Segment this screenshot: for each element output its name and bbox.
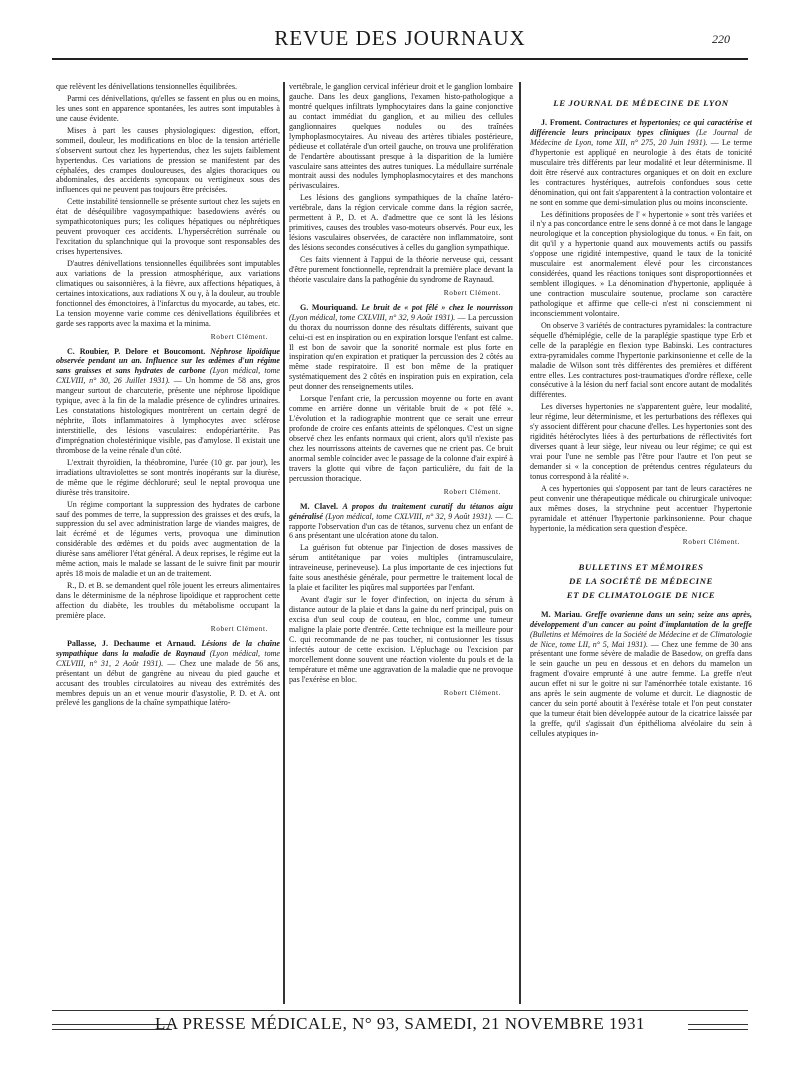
- article-heading: [530, 118, 752, 207]
- section-heading: LE JOURNAL DE MÉDECINE DE LYON: [553, 98, 729, 108]
- page-header: [52, 24, 748, 60]
- paragraph: Les diverses hypertonies ne s'apparentent guère, leur modalité, leur régime, leur déterminisme, et les perturbations des réflexes qui s'y associent diffèrent pour chacune d'elles. Les hypertonies sont des rigidités hétéroclytes liées à des perturbations de réflectivités fort diverses quant à leur siège, leur niveau ou leur régime; ce qui est vrai pour l'une ne semble pas l'être pour l'autre et l'on peut se demander si « la conception de prétendus centres régulateurs du tonus correspond à la réalité ».: [530, 402, 752, 481]
- article-reference: (Lyon médical, tome CXLVIII, n° 31, 2 Août 1931).: [56, 648, 280, 668]
- article-signature: Robert Clément.: [210, 331, 268, 341]
- page-footer: [52, 1010, 748, 1037]
- paragraph: que relèvent les dénivellations tensionnelles équilibrées.: [56, 82, 237, 91]
- section-heading-line: DE LA SOCIÉTÉ DE MÉDECINE: [568, 575, 714, 586]
- section-heading-line: ET DE CLIMATOLOGIE DE NICE: [566, 589, 716, 600]
- column-middle: [289, 82, 513, 1000]
- article-heading: [289, 303, 513, 392]
- article-heading: [56, 347, 280, 456]
- paragraph: Les définitions proposées de l' « hypertonie » sont très variées et il n'y a pas concordance entre le sens donné à ce mot dans le langage neurologique et la conception physiologique du tonus. « En fait, on dit qu'il y a hypertonie quand aux mouvements actifs ou passifs s'oppose une rigidité intempestive, quand le taux de la tonicité musculaire est anormalement élevé pour les circonstances considérées, quand les réactions toniques sont disproportionnées et semblent illogiques. » La dénomination d'hypertonie, appliquée à une contraction musculaire soutenue, proclame son caractère pathologique et affirme que celle-ci n'est ni consciemment ni inconsciemment volontaire.: [530, 209, 752, 318]
- paragraph: vertébrale, le ganglion cervical inférieur droit et le ganglion lombaire gauche. Dans les deux ganglions, l'examen histo-pathologique a montré quelques infiltrats lymphocytaires dans la gaine conjonctive au contact immédiat du ganglion, et au milieu des cellules ganglionnaires quelques nodules ou des traînées lymphoplasmocytaires. Au niveau des artères tibiales postérieure, pédieuse et collatérale d'un orteil gauche, on trouva une prolifération de l'endartère aboutissant presque à la disparition de la lumière vasculaire sans atteintes des autres tuniques. La médullaire surrénale montrait aussi des nodules lymphoplasmocytaires et des manchons périvasculaires.: [289, 82, 513, 191]
- section-heading-line: BULLETINS ET MÉMOIRES: [578, 561, 704, 572]
- article-authors: M. Clavel.: [300, 501, 339, 511]
- article-title: Lésions de la chaîne sympathique dans la maladie de Raynaud: [56, 638, 280, 658]
- article-text: — Chez une femme de 30 ans présentant une forme sévère de maladie de Basedow, on greffa dans le sein gauche un peu en dessous et en dehors du mamelon un fragment d'ovaire emprunté à une autre femme. La greffe n'eut aucun effet ni sur le goitre ni sur l'aménorrhée totale existante. 16 ans après le sein augmente de volume et durcit. Le diagnostic de cancer du sein porté aboutit à l'exérèse totale et l'on peut constater que la tumeur était bien développée autour de la cicatrice laissée par la greffe, qu'il s'agissait d'un épithélioma alvéolaire du sein à cellules atypiques in-: [530, 639, 752, 738]
- paragraph: D'autres dénivellations tensionnelles équilibrées sont imputables aux variations de la pression atmosphérique, aux variations climatiques ou saisonnières, à la fièvre, aux affections hépatiques, à certaines intoxications, aux radiations X ou γ, à la douleur, au trouble fonctionnel des émonctoires, à l'infarctus du myocarde, au tabes, etc. La tension moyenne varie comme ces dénivellations équilibrées et garde ses rapports avec la maxima et la minima.: [56, 258, 280, 328]
- article-authors: C. Roubier, P. Delore et Boucomont.: [67, 346, 206, 356]
- article-text: — La percussion du thorax du nourrisson donne des résultats différents, suivant que celui-ci est en inspiration ou en expiration lorsque l'enfant est calme. Il est bon de savoir que la sonorité normale est plus forte en inspiration qu'en expiration et pratiquer la percussion des 2 côtés au même stade respiratoire. Il est bon même de la pratiquer systématiquement des 2 côtés en inspiration puis en expiration, cela peut donner des renseignements utiles.: [289, 312, 513, 392]
- article-authors: Pallasse, J. Dechaume et Arnaud.: [67, 638, 196, 648]
- article-reference: (Lyon médical, tome CXLVIII, n° 32, 9 Août 1931).: [325, 511, 493, 521]
- paragraph: On observe 3 variétés de contractures pyramidales: la contracture séquelle d'hémiplégie, celle de la paraplégie spastique type Erb et celle de la paraplégie en flexion type Babinski. Les contractures extra-pyramidales comme l'hypertonie parkinsonienne et celle de la maladie de Wilson sont très différentes des premières et différent entre elles. Les contractures post-traumatiques d'ordre réflexe, celle consécutive à la lésion du nerf facial sont encore autant de modalités différentes.: [530, 320, 752, 400]
- paragraph: Lorsque l'enfant crie, la percussion moyenne ou forte en avant comme en arrière donne un véritable bruit de « pot fêlé ». L'évolution et la radiographie montrent que ce serait une erreur profonde de croire ces enfants atteints de spélonques. C'est un signe observé chez les enfants normaux qui crient, alors qu'il n'existe pas chez les nourrissons atteints de cavernes que ne crient pas. Ce bruit anormal semble coïncider avec le passage de la colonne d'air expiré à travers la glotte qui vibre de façon particulière, du fait de la percussion thoracique.: [289, 394, 513, 483]
- article-text: — Un homme de 58 ans, gros mangeur surtout de charcuterie, présente une néphrose lipoïdique typique, avec à la fin de la maladie présence de cylindres urinaires. Les constatations histologiques montrèrent un certain degré de néphrite, îlots inflammatoires à lymphocytes avec sclérose interstitielle, des lésions vasculaires: endopériartérite. Pas d'imprégnation cholestérinique visible, pas d'amylose. Il existait une thrombose de la veine rénale d'un côté.: [56, 376, 280, 455]
- article-text: — C. rapporte l'observation d'un cas de tétanos, survenu chez un enfant de 6 ans présentant une ulcération atone du talon.: [289, 511, 513, 541]
- journal-section-title: REVUE DES JOURNAUX: [274, 26, 526, 50]
- paragraph: Mises à part les causes physiologiques: digestion, effort, sommeil, douleur, les modifications en bloc de la tension artérielle s'observent surtout chez les hypertendus, chez les sujets faiblement hypertendus. Ces variations de pression se manifestent par des céphalées, des crampes douloureuses, des algies thoraciques ou abdominales, des accidents syncopaux ou vertigineux sous des influences qui ne peuvent pas toujours être précisées.: [56, 125, 280, 195]
- article-heading: [289, 502, 513, 542]
- paragraph: L'extrait thyroïdien, la théobromine, l'urée (10 gr. par jour), les irradiations ultraviolettes se sont montrés inopérants sur la diurèse, de même que le régime déchloruré; seul le neptal provoqua une diurèse très transitoire.: [56, 457, 280, 497]
- column-left: [56, 82, 280, 1000]
- paragraph: Parmi ces dénivellations, qu'elles se fassent en plus ou en moins, les unes sont en apparence spontanées, les autres sont imputables à une cause évidente.: [56, 93, 280, 123]
- article-title: A propos du traitement curatif du tétanos aigu généralisé: [289, 501, 513, 521]
- paragraph: R., D. et B. se demandent quel rôle jouent les erreurs alimentaires dans le déterminisme de la néphrose lipoïdique et rapprochent cette affection du diabète, les troubles du métabolisme occupant la première place.: [56, 581, 280, 620]
- paragraph: Avant d'agir sur le foyer d'infection, on injecta du sérum à distance autour de la plaie et dans la gaine du nerf principal, puis on excisa d'un seul coup de couteau, en bloc, comme une tumeur maligne la plaie porte d'entrée. Cette technique est la meilleure pour C. qui recommande de ne pas toucher, ni contusionner les tissus infectés autour de cette excision. L'épluchage ou l'excision par morcellement donne souvent une réaction violente du pouls et de la température et même une aggravation de la maladie que ne provoque pas l'exérèse en bloc.: [289, 595, 513, 684]
- article-authors: M. Mariau.: [541, 609, 583, 619]
- paragraph: La guérison fut obtenue par l'injection de doses massives de sérum antitétanique par voies multiples (intramusculaire, intraveineuse, perineveuse). La plus importante de ces injections fut faite sous anesthésie générale, pour permettre le traitement local de la plaie et faciliter les piqûres mal supportées par l'enfant.: [289, 543, 513, 593]
- paragraph: Ces faits viennent à l'appui de la théorie nerveuse qui, cessant d'être purement fonctionnelle, reprendrait la première place devant la théorie vasculaire dans la pathogénie du syndrome de Raynaud.: [289, 254, 513, 284]
- article-reference: (Le Journal de Médecine de Lyon, tome XII, n° 275, 20 Juin 1931).: [530, 128, 752, 147]
- article-heading: [530, 610, 752, 739]
- article-text: — Le terme d'hypertonie est appliqué en neurologie à des états de tonicité musculaire très différents par leur modalité et leur déterminisme. Il doit être réservé aux contractures organiques et on doit en exclure les contractures hystériques, autrefois confondues sous cette dénomination, qui ont fait s'apparentent à la contraction volontaire et ne sont en somme que demi-simulation plus ou moins inconsciente.: [530, 137, 752, 207]
- paragraph: Un régime comportant la suppression des hydrates de carbone sauf des pommes de terre, la suppression des graisses et des œufs, la suppression du sel avec administration large de viandes maigres, de lait écrémé et de légumes verts, provoqua une diminution considérable des œdèmes et du poids avec augmentation de la diurèse sans améliorer l'état général. A deux reprises, le régime eut la même action, mais le malade se lassant de le suivre finit par mourir après 18 mois de maladie et un an de traitement.: [56, 499, 280, 579]
- article-signature: Robert Clément.: [443, 486, 501, 496]
- article-reference: (Lyon médical, tome CXLVIII, n° 30, 26 Juillet 1931).: [56, 366, 280, 386]
- article-authors: J. Froment.: [541, 118, 582, 128]
- article-heading: [56, 639, 280, 709]
- article-authors: G. Mouriquand.: [300, 302, 358, 312]
- article-title: Le bruit de « pot fêlé » chez le nourrisson: [361, 302, 513, 312]
- article-signature: Robert Clément.: [210, 623, 268, 633]
- article-signature: Robert Clément.: [443, 287, 501, 297]
- article-signature: Robert Clément.: [682, 536, 740, 546]
- article-title: Néphrose lipoïdique observée pendant un an. Influence sur les œdèmes d'un régime sans graisses et sans hydrates de carbone: [56, 346, 280, 376]
- column-divider: [519, 82, 521, 1004]
- section-heading: [530, 560, 752, 602]
- article-title: Contractures et hypertonies; ce qui caractérise et différencie leurs principaux types cliniques: [530, 118, 752, 137]
- article-reference: (Bulletins et Mémoires de la Société de Médecine et de Climatologie de Nice, tome LII, n° 5, Mai 1931).: [530, 629, 752, 649]
- footer-text: LA PRESSE MÉDICALE, N° 93, SAMEDI, 21 NOVEMBRE 1931: [155, 1014, 645, 1033]
- article-reference: (Lyon médical, tome CXLVIII, n° 32, 9 Août 1931).: [289, 312, 456, 322]
- page-number: 220: [712, 32, 730, 46]
- article-signature: Robert Clément.: [443, 687, 501, 697]
- paragraph: A ces hypertonies qui s'opposent par tant de leurs caractères ne peut convenir une thérapeutique médicale ou chirurgicale univoque: aux mêmes doses, la strychnine peut accentuer l'hypertonie pyramidale et atténuer l'hypertonie parkinsonienne. Pour chaque hypertonie, la médication sera question d'espèce.: [530, 483, 752, 533]
- article-text: — Chez une malade de 56 ans, présentant un début de gangrène au niveau du pied gauche et accusant des troubles circulatoires au niveau des extrémités des membres depuis un an et venue mourir d'asystolie, P. D. et A. ont prélevé les ganglions de la chaîne sympathique latéro-: [56, 658, 280, 708]
- column-right: [530, 82, 752, 1000]
- article-title: Greffe ovarienne dans un sein; seize ans après, développement d'un cancer au point d'implantation de la greffe: [530, 609, 752, 629]
- paragraph: Les lésions des ganglions sympathiques de la chaîne latéro-vertébrale, dans la région cervicale comme dans la région sacrée, permettent à P., D. et A. d'admettre que ce sont là les lésions primitives, causes des troubles vaso-moteurs observés. Pour eux, les lésions vasculaires observées, de caractère non inflammatoire, sont des lésions secondes consécutives à celles du ganglion sympathique.: [289, 193, 513, 252]
- paragraph: Cette instabilité tensionnelle se présente surtout chez les sujets en état de déséquilibre vagosympathique: basedowiens avérés ou sympathicotoniques purs; les coliques hépatiques ou néphrétiques peuvent provoquer ces accidents. L'hypersécrétion surrénale ou l'excitation du splanchnique qui la provoque sont responsables des crises hypertensives.: [56, 197, 280, 256]
- column-divider: [283, 82, 285, 1004]
